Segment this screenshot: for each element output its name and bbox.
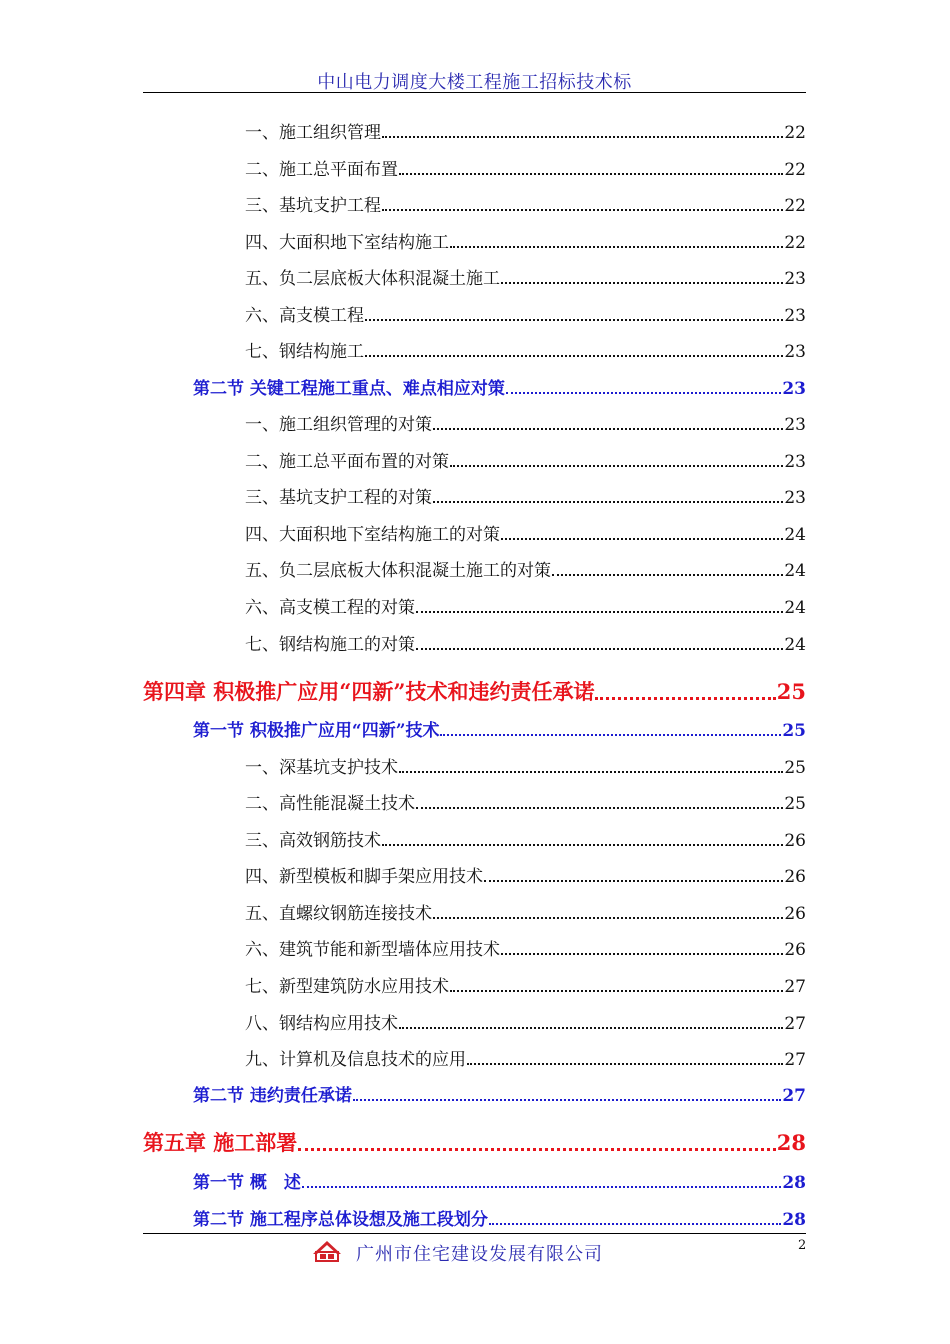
toc-dot-leader [450, 465, 783, 467]
toc-item-entry[interactable] [245, 410, 806, 435]
toc-chapter-entry[interactable] [143, 676, 806, 706]
toc-section-entry[interactable] [193, 374, 806, 399]
toc-dot-leader [302, 1186, 781, 1188]
toc-entry-label: 第四章 积极推广应用“四新”技术和违约责任承诺 [143, 679, 595, 705]
header-divider [143, 92, 806, 93]
toc-dot-leader [501, 953, 783, 955]
toc-entry-page: 23 [784, 341, 806, 362]
toc-dot-leader [399, 771, 783, 773]
toc-entry-page: 26 [784, 830, 806, 851]
toc-entry-page: 24 [784, 597, 806, 618]
toc-entry-page: 23 [784, 268, 806, 289]
toc-entry-page: 23 [784, 487, 806, 508]
toc-dot-leader [416, 807, 783, 809]
toc-entry-page: 25 [784, 757, 806, 778]
toc-dot-leader [382, 209, 783, 211]
toc-dot-leader [450, 990, 783, 992]
toc-entry-page: 23 [784, 414, 806, 435]
toc-item-entry[interactable] [245, 483, 806, 508]
toc-entry-label: 四、大面积地下室结构施工 [245, 232, 449, 253]
toc-section-entry[interactable] [193, 1081, 806, 1106]
toc-item-entry[interactable] [245, 972, 806, 997]
toc-entry-label: 六、高支模工程 [245, 305, 364, 326]
toc-item-entry[interactable] [245, 1045, 806, 1070]
toc-entry-label: 一、深基坑支护技术 [245, 757, 398, 778]
toc-entry-label: 五、负二层底板大体积混凝土施工的对策 [245, 560, 551, 581]
toc-entry-label: 第二节 关键工程施工重点、难点相应对策 [193, 378, 505, 399]
toc-entry-page: 23 [782, 378, 806, 399]
toc-entry-page: 25 [776, 679, 806, 705]
toc-dot-leader [353, 1099, 781, 1101]
toc-entry-label: 六、高支模工程的对策 [245, 597, 415, 618]
toc-dot-leader [416, 611, 783, 613]
toc-item-entry[interactable] [245, 789, 806, 814]
toc-entry-label: 七、钢结构施工的对策 [245, 634, 415, 655]
toc-entry-page: 24 [784, 560, 806, 581]
toc-section-entry[interactable] [193, 1205, 806, 1230]
toc-entry-page: 27 [784, 976, 806, 997]
toc-dot-leader [595, 697, 775, 700]
page-number: 2 [798, 1238, 807, 1253]
toc-entry-page: 28 [782, 1172, 806, 1193]
toc-item-entry[interactable] [245, 899, 806, 924]
toc-dot-leader [440, 734, 781, 736]
toc-entry-page: 27 [784, 1049, 806, 1070]
toc-dot-leader [433, 501, 783, 503]
toc-dot-leader [489, 1223, 781, 1225]
toc-item-entry[interactable] [245, 862, 806, 887]
toc-entry-label: 七、钢结构施工 [245, 341, 364, 362]
toc-entry-label: 二、施工总平面布置的对策 [245, 451, 449, 472]
toc-entry-page: 24 [784, 634, 806, 655]
toc-section-entry[interactable] [193, 716, 806, 741]
toc-item-entry[interactable] [245, 935, 806, 960]
toc-entry-label: 六、建筑节能和新型墙体应用技术 [245, 939, 500, 960]
toc-section-entry[interactable] [193, 1168, 806, 1193]
toc-item-entry[interactable] [245, 520, 806, 545]
toc-entry-page: 22 [784, 195, 806, 216]
toc-dot-leader [416, 648, 783, 650]
toc-dot-leader [382, 136, 783, 138]
toc-item-entry[interactable] [245, 118, 806, 143]
toc-entry-label: 第二节 违约责任承诺 [193, 1085, 352, 1106]
toc-dot-leader [433, 428, 783, 430]
toc-item-entry[interactable] [245, 753, 806, 778]
toc-dot-leader [365, 319, 783, 321]
toc-item-entry[interactable] [245, 593, 806, 618]
toc-dot-leader [501, 538, 783, 540]
toc-dot-leader [506, 392, 781, 394]
toc-entry-label: 三、基坑支护工程 [245, 195, 381, 216]
toc-entry-label: 第一节 概 述 [193, 1172, 301, 1193]
toc-item-entry[interactable] [245, 630, 806, 655]
toc-entry-page: 25 [782, 720, 806, 741]
toc-entry-label: 第五章 施工部署 [143, 1130, 298, 1156]
toc-entry-label: 五、负二层底板大体积混凝土施工 [245, 268, 500, 289]
toc-entry-label: 一、施工组织管理 [245, 122, 381, 143]
toc-entry-label: 二、施工总平面布置 [245, 159, 398, 180]
toc-dot-leader [382, 844, 783, 846]
toc-entry-page: 26 [784, 939, 806, 960]
toc-entry-page: 24 [784, 524, 806, 545]
toc-entry-page: 27 [782, 1085, 806, 1106]
toc-entry-page: 26 [784, 866, 806, 887]
toc-dot-leader [298, 1148, 775, 1151]
toc-entry-label: 五、直螺纹钢筋连接技术 [245, 903, 432, 924]
toc-dot-leader [399, 1027, 783, 1029]
toc-dot-leader [552, 574, 783, 576]
toc-dot-leader [484, 880, 783, 882]
toc-entry-page: 28 [782, 1209, 806, 1230]
toc-item-entry[interactable] [245, 556, 806, 581]
toc-dot-leader [399, 173, 783, 175]
company-name: 广州市住宅建设发展有限公司 [356, 1244, 603, 1265]
toc-entry-label: 二、高性能混凝土技术 [245, 793, 415, 814]
toc-chapter-entry[interactable] [143, 1127, 806, 1157]
toc-item-entry[interactable] [245, 191, 806, 216]
page-footer [312, 1240, 603, 1266]
toc-entry-label: 第一节 积极推广应用“四新”技术 [193, 720, 440, 741]
toc-dot-leader [450, 246, 783, 248]
toc-item-entry[interactable] [245, 1009, 806, 1034]
toc-item-entry[interactable] [245, 264, 806, 289]
toc-entry-page: 23 [784, 451, 806, 472]
toc-dot-leader [433, 917, 783, 919]
toc-entry-page: 22 [784, 159, 806, 180]
toc-item-entry[interactable] [245, 826, 806, 851]
toc-entry-label: 四、新型模板和脚手架应用技术 [245, 866, 483, 887]
page-header-title: 中山电力调度大楼工程施工招标技术标 [317, 72, 632, 93]
toc-dot-leader [467, 1063, 783, 1065]
toc-item-entry[interactable] [245, 447, 806, 472]
toc-entry-label: 三、基坑支护工程的对策 [245, 487, 432, 508]
toc-entry-page: 27 [784, 1013, 806, 1034]
toc-entry-label: 九、计算机及信息技术的应用 [245, 1049, 466, 1070]
toc-entry-label: 三、高效钢筋技术 [245, 830, 381, 851]
toc-entry-page: 22 [784, 122, 806, 143]
toc-entry-page: 28 [776, 1130, 806, 1156]
toc-entry-label: 八、钢结构应用技术 [245, 1013, 398, 1034]
footer-divider [143, 1233, 806, 1234]
toc-item-entry[interactable] [245, 155, 806, 180]
toc-entry-label: 七、新型建筑防水应用技术 [245, 976, 449, 997]
toc-dot-leader [501, 282, 783, 284]
toc-entry-page: 23 [784, 305, 806, 326]
toc-dot-leader [365, 355, 783, 357]
toc-item-entry[interactable] [245, 337, 806, 362]
toc-entry-label: 四、大面积地下室结构施工的对策 [245, 524, 500, 545]
toc-entry-page: 25 [784, 793, 806, 814]
toc-entry-label: 第二节 施工程序总体设想及施工段划分 [193, 1209, 488, 1230]
toc-entry-page: 22 [784, 232, 806, 253]
toc-entry-label: 一、施工组织管理的对策 [245, 414, 432, 435]
company-logo-icon [312, 1240, 342, 1266]
toc-item-entry[interactable] [245, 228, 806, 253]
toc-item-entry[interactable] [245, 301, 806, 326]
toc-entry-page: 26 [784, 903, 806, 924]
